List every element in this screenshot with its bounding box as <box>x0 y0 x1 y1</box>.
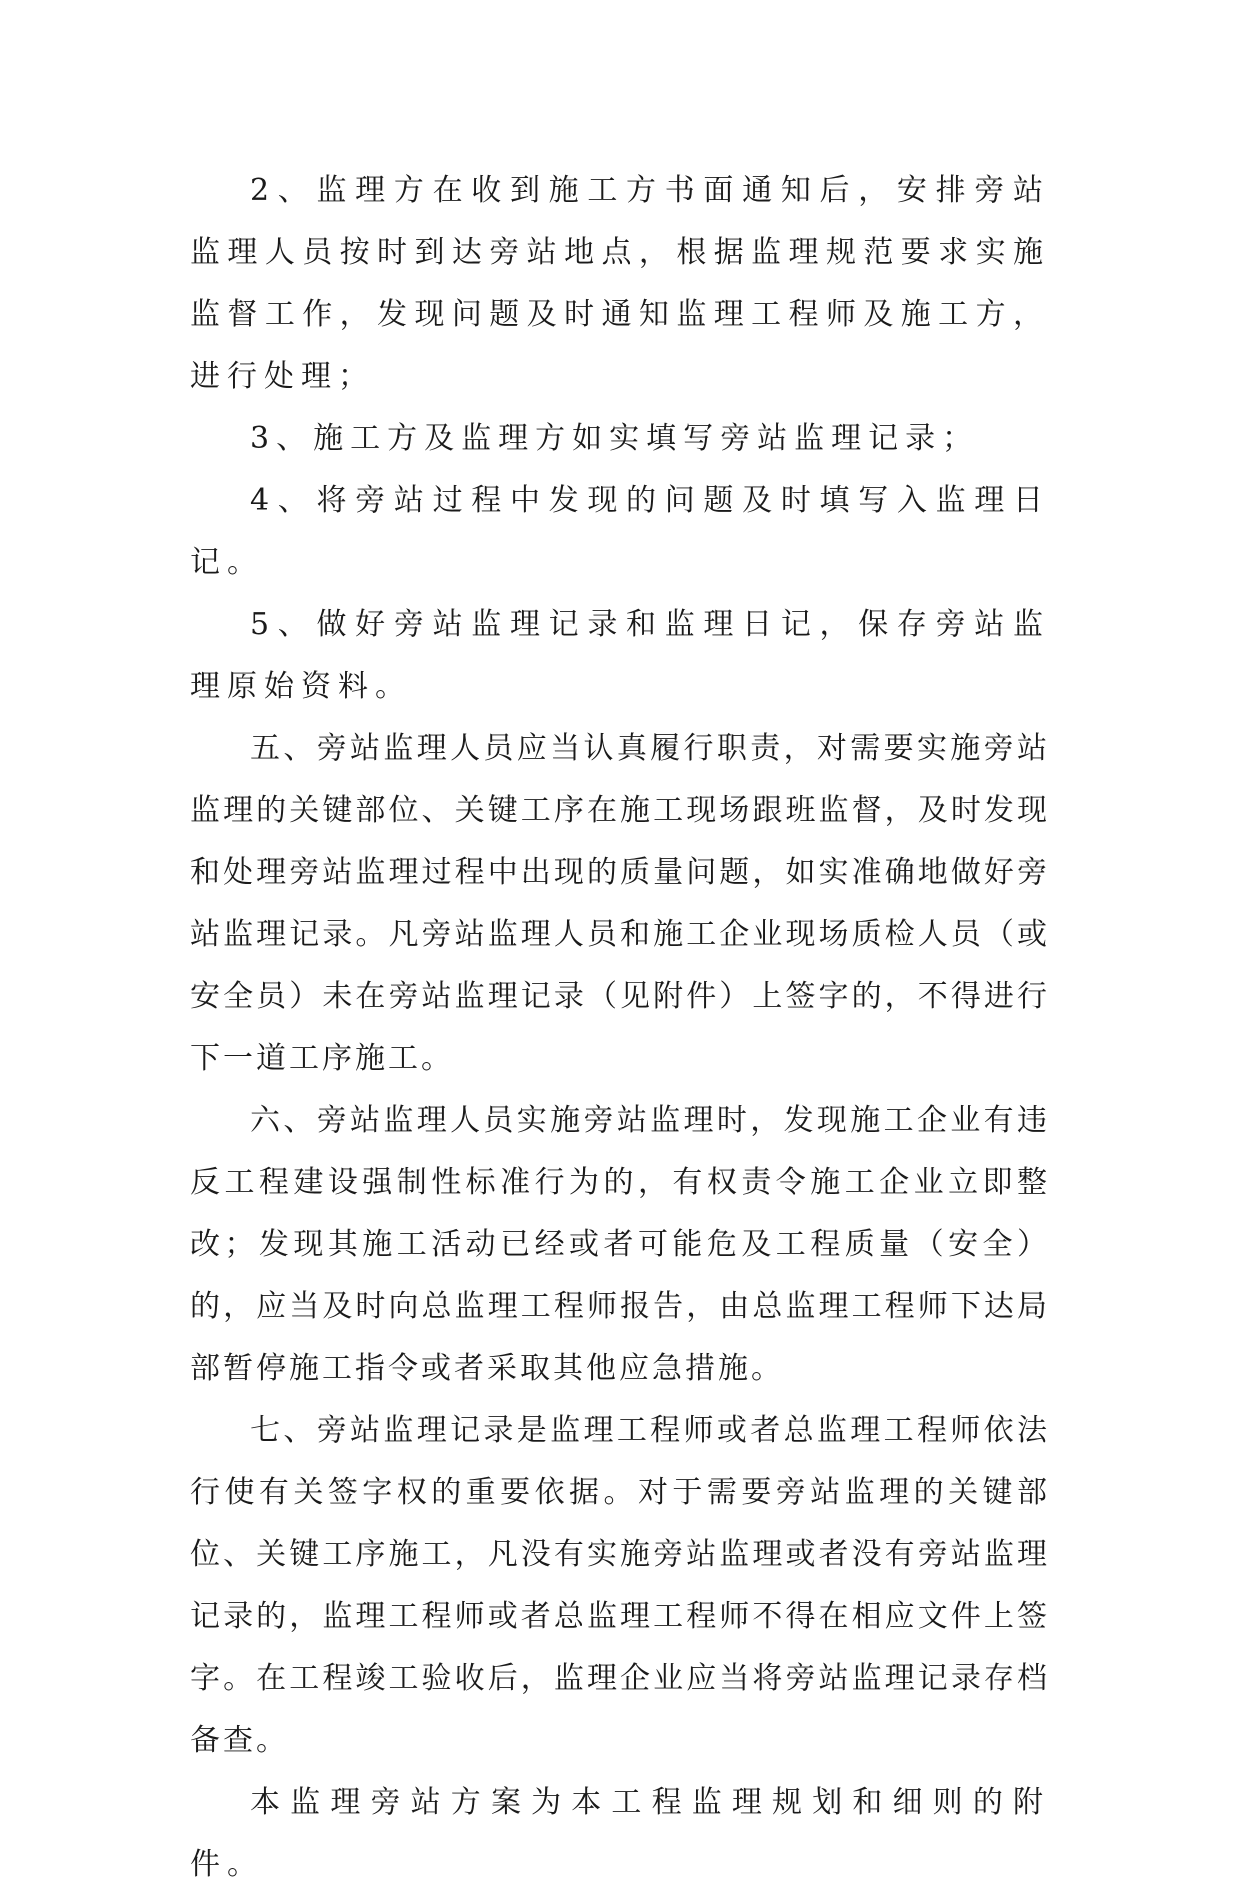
paragraph-item-4: 4、将旁站过程中发现的问题及时填写入监理日记。 <box>190 483 1050 580</box>
paragraph-item-3: 3、施工方及监理方如实填写旁站监理记录； <box>250 421 980 456</box>
paragraph-section-5: 五、旁站监理人员应当认真履行职责，对需要实施旁站监理的关键部位、关键工序在施工现场跟班监督，及时发现和处理旁站监理过程中出现的质量问题，如实准确地做好旁站监理记录。凡旁站监理人员和施工企业现场质检人员（或安全员）未在旁站监理记录（见附件）上签字的，不得进行下一道工序施工。 <box>190 731 1050 1076</box>
paragraph-closing-note: 本监理旁站方案为本工程监理规划和细则的附件。 <box>190 1785 1050 1882</box>
paragraph-section-6: 六、旁站监理人员实施旁站监理时，发现施工企业有违反工程建设强制性标准行为的，有权责令施工企业立即整改；发现其施工活动已经或者可能危及工程质量（安全）的，应当及时向总监理工程师报告，由总监理工程师下达局部暂停施工指令或者采取其他应急措施。 <box>190 1103 1050 1386</box>
paragraph-section-7: 七、旁站监理记录是监理工程师或者总监理工程师依法行使有关签字权的重要依据。对于需要旁站监理的关键部位、关键工序施工，凡没有实施旁站监理或者没有旁站监理记录的，监理工程师或者总监理工程师不得在相应文件上签字。在工程竣工验收后，监理企业应当将旁站监理记录存档备查。 <box>190 1413 1050 1758</box>
paragraph-item-2: 2、监理方在收到施工方书面通知后，安排旁站监理人员按时到达旁站地点，根据监理规范要求实施监督工作，发现问题及时通知监理工程师及施工方，进行处理； <box>190 173 1050 394</box>
document-body <box>190 160 1050 1896</box>
paragraph-item-5: 5、做好旁站监理记录和监理日记，保存旁站监理原始资料。 <box>190 607 1050 704</box>
